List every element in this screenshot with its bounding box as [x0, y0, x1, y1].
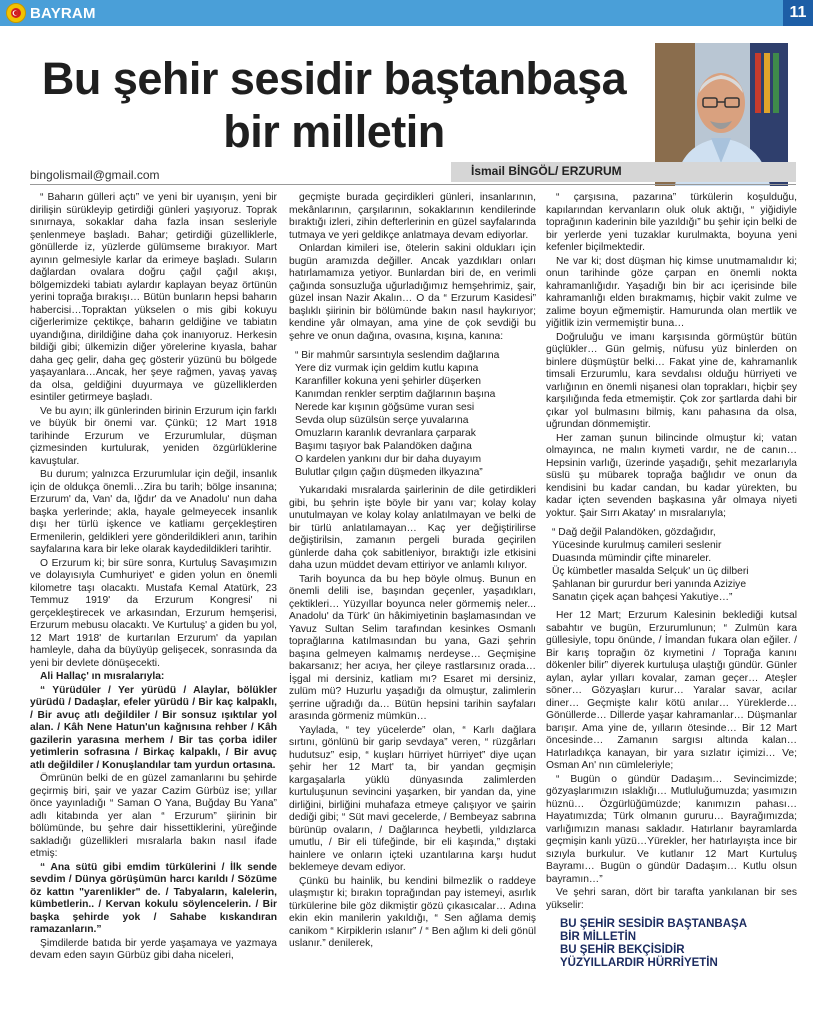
poem-line: Sanatın çiçek açan bahçesi Yakutiye…”: [552, 592, 733, 603]
closing-verse-line: YÜZYILLARDIR HÜRRİYETİN: [560, 957, 718, 969]
column-3: [546, 192, 797, 970]
paragraph: Onlardan kimileri ise, ötelerin sakini oldukları için bugün aramızda değiller. Ancak yazdıkları onları hatırlamamıza yetiyor. Bunlardan biri de, en verimli çağında sonsuzluğa uğurladığımız hemşehrimiz, şair, güzel insan Nazir Akalın… O da “ Erzurum Kasidesi” başlıklı şiirinin bir bölümünde bakın nasıl haykırıyor; kendine yâr olmayan, ama yine de çok sevdiği bu şehre ve onun dağına, ovasına, kışına, kanına:: [289, 243, 536, 342]
headline-line-1: Bu şehir sesidir baştanbaşa: [41, 53, 627, 104]
headline: [14, 52, 654, 158]
paragraph: Ne var ki; dost düşman hiç kimse unutmamalıdır ki; onun tarihinde göze çarpan en önemli nokta kahramanlığıdır. Yaşadığı bin bir acı içerisinde bile kahramanlığı elden bırakmamış, hiçbir vakit zulme ve zalime boyun eğmemiştir. Hamurunda olan mertlik ve yiğitlik izin vermemiştir buna…: [546, 255, 797, 329]
poem-line: Başımı taşıyor bak Palandöken dağına: [295, 441, 472, 452]
paragraph: Çünkü bu hainlik, bu kendini bilmezlik o raddeye ulaşmıştır ki; bırakın toprağından pay istemeyi, asırlık türkülerine bile göz dikmiştir gözü çıkasıcalar… Adına ekin ekin manilerin yakıldığı, “ Sen ağlama demiş canikom “ Kirpiklerin ıslanır” / “ Ben ağlım ki deli gönül uslanır.” denilerek,: [289, 875, 536, 949]
divider: [30, 184, 796, 185]
poem-line: “ Bir mahmûr sarsıntıyla seslendim dağlarına: [295, 350, 500, 361]
poem-line: Yere diz vurmak için geldim kutlu kapına: [295, 363, 479, 374]
closing-verse-line: BİR MİLLETİN: [560, 931, 637, 943]
newspaper-logo: [6, 3, 96, 23]
paragraph: Ve bu ayın; ilk günlerinden birinin Erzurum için farklı ve büyük bir önemi var. Çünkü; 12 Mart 1918 tarihinde Erzurum ve Erzurumlular, düşman çizmesinden kurtulurak, yeniden özgürlüklerine kavuştular.: [30, 405, 277, 467]
poem-line: Kanımdan renkler serptim dağlarının başına: [295, 389, 496, 400]
poem-line: Şahlanan bir gururdur beri yanında Aziziye: [552, 579, 747, 590]
author-email: bingolismail@gmail.com: [30, 168, 160, 182]
closing-verse-line: BU ŞEHİR SESİDİR BAŞTANBAŞA: [560, 918, 747, 930]
paragraph: Her zaman şunun bilincinde olmuştur ki; vatan olmayınca, ne malın kıymeti vardır, ne de canın… Hepsinin varlığı, üzerinde yaşadığı, şehit mezarlarıyla süslü şu mübarek toprağa bağlıdır ve onun da kendisini bu kadar candan, bu kadar yürekten, bu kadar içten sevenden başkasına yâr olmaya niyeti yoktur. Şair Sırrı Akatay' ın mısralarıyla;: [546, 432, 797, 519]
paragraph: Yaylada, “ tey yücelerde” olan, “ Karlı dağlara sırtını, gönlünü bir garip sevdaya” veren, “ rüzgârları hudutsuz” esip, “ kuşları hürriyet hürriyet” diye uçan şehir her 12 Mart' ta, bir yandan geçmişin kargaşalarla yüklü dünyasında zalimlerden kurtuluşunun sevincini yaşarken, bir yandan da, yine dirliğini, birliğini muhafaza etmeye çalışıyor ve şairin dediği gibi; “ Süt mavi gecelerde, / Bembeyaz sabrına bürünüp ovaların, / Dağlarınca heybetli, yıldızlarca umutlu, / Bir eli tüfeğinde, bir eli kaşında,” dıştaki hainlere ve onların içteki uzantılarına karşı hudut beklemeye devam ediyor.: [289, 724, 536, 873]
column-1: [30, 192, 277, 964]
top-bar: [0, 0, 813, 26]
poem-line: Yücesinde kurulmuş camileri seslenir: [552, 540, 722, 551]
paragraph: “ çarşısına, pazarına” türkülerin koşulduğu, kapılarından kervanların oluk oluk aktığı, “ yiğidiyle toprağının kaderinin bile yazıldığı” bu şehir için belki de bir yerlerde yeni tuzaklar kurulmakta, boyuna yeni kefenler biçilmektedir.: [546, 192, 797, 253]
poem-line: Duasında mümindir çifte minareler.: [552, 553, 712, 564]
paragraph: O Erzurum ki; bir süre sonra, Kurtuluş Savaşımızın ve dolayısıyla Cumhuriyet' e giden yolun en önemli kilometre taşı olacaktı. Mustafa Kemal Atatürk, 23 Temmuz 1919' da Erzurum Kongresi' ni gerçekleştirecek ve arkasından, Erzurum hemşerisi, Erzurum mebusu olacaktı. Ve Kurtuluş' a giden bu yol, 12 Mart 1918' de kurtarılan Erzurum' da yapılan hamleyle, daha da büyüyüp gelişecek, sonrasında da yeni bir devlete dönüşecekti.: [30, 557, 277, 669]
closing-verse-line: BU ŞEHİR BEKÇİSİDİR: [560, 944, 685, 956]
page-number: 11: [783, 0, 813, 26]
poem-quote: “ Yürüdüler / Yer yürüdü / Alaylar, bölükler yürüdü / Dadaşlar, efeler yürüdü / Bir kaç kalpaklı, / Bir avuç atlı değildiler / Bir sonsuz ışıktılar yol alan. / Kâh Nene Hatun'un kağnısına rehber / Kâh gazilerin yarasına merhem / Bir tas çorba idiler yetimlerin sofrasına / Birkaç kalpaklı, / Bir avuç atlı değildiler / Konuşlandılar tam yurdun ortasına.: [30, 684, 277, 771]
paragraph: geçmişte burada geçirdikleri günleri, insanlarının, mekânlarının, çarşılarının, sokaklarının kendilerinde bıraktığı izleri, zihin defterlerinin en güzel sayfalarında tutmaya ve yeri geldikçe anlatmaya devam ediyorlar.: [289, 192, 536, 241]
paragraph: Tarih boyunca da bu hep böyle olmuş. Bunun en önemli delili ise, başından geçenler, yaşadıkları, çektikleri… Yüzyıllar boyunca neler görmemiş neler... Anadolu' da Türk' ün hâkimiyetinin başlamasından ve Yavuz Sultan Selim tarafından kesinkes Osmanlı toprağlarına katılmasından bu yana, Gazi şehrin başına gelmeyen kalmamış nerdeyse… Geçmişine bakarsanız; her acıya, her çileye rastlarsınız orada… İşgal mi dersiniz, katliam mı? Esaret mi dersiniz, zulüm mü? Huzurlu yaşadığı da olmuştur, zalimlerin şerrine uğradığı da… Bütün hepsini tarihin sayfaları arasında görmeniz mümkün…: [289, 573, 536, 722]
section-label: BAYRAM: [30, 4, 96, 22]
paragraph: “ Baharın gülleri açtı” ve yeni bir uyanışın, yeni bir dirilişin sürükleyip getirdiği günleri yaşıyoruz. Toprak sınırnaya, sokaklar daha fazla insan sesleriyle şenlenmeye başladı. Bahar; getirdiği güzelliklerle, gönüllerde iz, yüzlerde gülümseme bırakıyor. Mart ayının gelmesiyle karlar da erimeye başladı. Suların dağlardan ovalara doğru çağıl çağıl akışı, bölgemizdeki tabiatı aylardır kaplayan beyaz örtünün yerini toprağa bırakışı… Bütün bunların hepsi baharın habercisi…Topraktan yükselen o mis gibi kokuyu ciğerlerimize çektikçe, baharın geldiğine ve tabiatın uyandığına, dirildiğine daha çok inanıyoruz. Herkesin bildiği gibi; ülkemizin diğer yörelerine kıyasla, bahar daha geç gelir, daha geç gösterir yüzünü bu bölgede yaşayanlara…Ancak, her şeye rağmen, yavaş yavaş da olsa, geldiğini duyurmaya ve güzelliklerden esintiler getirmeye başladı.: [30, 192, 277, 403]
quote-intro: Ali Hallaç' ın mısralarıyla:: [40, 671, 165, 682]
paragraph: Doğruluğu ve imanı karşısında görmüştür bütün güçlükler… Gün gelmiş, nüfusu yüz binlerden on binlere düşmüştür belki… Fakat yine de, kahramanlık timsali Erzurumlu, kara sevdalısı olduğu hürriyeti ve varlığının en önemli nişanesi olan toprakları, hiçbir şey karşılığında feda etmemiştir. Çok zor şartlarda dahi bir çıkar yol bulmasını bilmiş, kanı pahasına da olsa, uğrundan dönmemiştir.: [546, 331, 797, 430]
paragraph: Şimdilerde batıda bir yerde yaşamaya ve yazmaya devam eden sayın Gürbüz gibi daha niceleri,: [30, 937, 277, 961]
poem-block: [295, 349, 536, 479]
poem-line: Karanfiller kokuna yeni şehirler düşerken: [295, 376, 482, 387]
poem-block: [552, 526, 797, 604]
poem-line: O kardelen yankını dur bir daha duyayım: [295, 454, 482, 465]
closing-verse: [546, 918, 797, 970]
paragraph: Ve şehri saran, dört bir tarafta yankılanan bir ses yükselir:: [546, 887, 797, 911]
poem-line: Omuzların karanlık devranlara çarparak: [295, 428, 476, 439]
poem-line: “ Dağ değil Palandöken, gözdağıdır,: [552, 527, 716, 538]
poem-line: Bulutlar çılgın çağın düşmeden ilkyazına”: [295, 467, 483, 478]
poem-line: Üç kümbetler masalda Selçuk' un üç dilberi: [552, 566, 749, 577]
author-byline: İsmail BİNGÖL/ ERZURUM: [471, 164, 622, 178]
paragraph: Ömrünün belki de en güzel zamanlarını bu şehirde geçirmiş biri, şair ve yazar Cazim Gürbüz ise; yıllar önce yayınladığı “ Saman O Yana, Buğday Bu Yana” adlı kitabında yer alan “ Erzurum” şiirinin bir bölümünde, bu şehre dair hissettiklerini, yüreğinde sakladığı güzellikleri mısralarla bakın nasıl ifade etmiş:: [30, 773, 277, 859]
paragraph: Her 12 Mart; Erzurum Kalesinin beklediği kutsal sabahtır ve bugün, Erzurumlunun; “ Zulmün kara güllesiyle, topu önünde, / İmandan fukara olan eğiler. / Bir karış toprağın öz kıymetini / Toprağa kanını dökenler bilir” diyerek kurtuluşa ulaştığı gündür. Günler aylan, aylar yılları kovalar, zaman geçer… Ateşler söner… Gözyaşları kurur… Yaralar savar, acılar diner… Geçmişte kalır kötü anılar… Yüreklerde… Gönüllerde… Dillerde yaşar kahramanlar… Düşmanlar barışır. Ama yine de, yılların ötesinde… Bir 12 Mart öncesinde… Zamanın sargısı altında kalan… Hatırladıkça kanayan, bir yara sızlatır içimizi… Ve; Osman An' nın cümleleriyle;: [546, 610, 797, 771]
poem-quote: “ Ana sütü gibi emdim türkülerini / İlk sende sevdim / Dünya görüşümün harcı karıldı / Sözüme öz kattın "yarenlikler" de. / Tabyaların, kalelerin, kümbetlerin.. / Kervan kokulu söylencelerin. / Bir başka şehirde yok / Sahabe kıskandıran ramazanların.”: [30, 861, 277, 935]
poem-line: Sevda olup süzülsün serçe yuvalarına: [295, 415, 469, 426]
poem-line: Nerede kar kışının göğsüme vuran sesi: [295, 402, 475, 413]
paragraph: Bu durum; yalnızca Erzurumlular için değil, insanlık için de oldukça önemli…Zira bu tarih; bölge insanına; Erzurum' da, Van' da, Iğdır' da ve Anadolu' nun daha başka yerlerinde; akla, hayale gelmeyecek insanlık dışı her türlü işkence ve katliamı gerçekleştiren Ermenilerin, geldikleri yere gönderildikleri anın, tarihin sayfalarına kara bir leke olarak kaydedildikleri tarihtir.: [30, 469, 277, 555]
headline-line-2: bir milletin: [223, 106, 445, 157]
column-2: [289, 192, 536, 952]
paragraph: “ Bugün o gündür Dadaşım… Sevincimizde; gözyaşlarımızın ıslaklığı… Mutluluğumuzda; yasımızın hüznü… Özgürlüğümüzde; kanımızın pahası… Hayatımızda; Türk olmanın gururu… Bayrağımızda; varlığımızın manası sakladır. Hatırlanır bayramlarda geçmişin kanlı yüzü…Yürekler, her hatırlayışta ince bir sızıyla burkulur. Ve kutlanır 12 Mart Kurtuluş Bayramı… Bugün o gündür Dadaşım… Kutlu olsun bayramın…”: [546, 773, 797, 885]
flag-emblem-icon: [6, 3, 26, 23]
paragraph: Yukarıdaki mısralarda şairlerinin de dile getirdikleri gibi, bu şehrin işte böyle bir yanı var; kolay kolay unutulmayan ve kolay kolay anlatılmayan ve belki de bir türlü anlatılamayan… Kaç yer değiştirilirse değiştirilsin, zamanın pergeli burada geçirilen günlerde daha çok sabitleniyor, bıraktığı izle etkisini daha uzun müddet devam ettiriyor ve anlamlı kılıyor.: [289, 485, 536, 571]
